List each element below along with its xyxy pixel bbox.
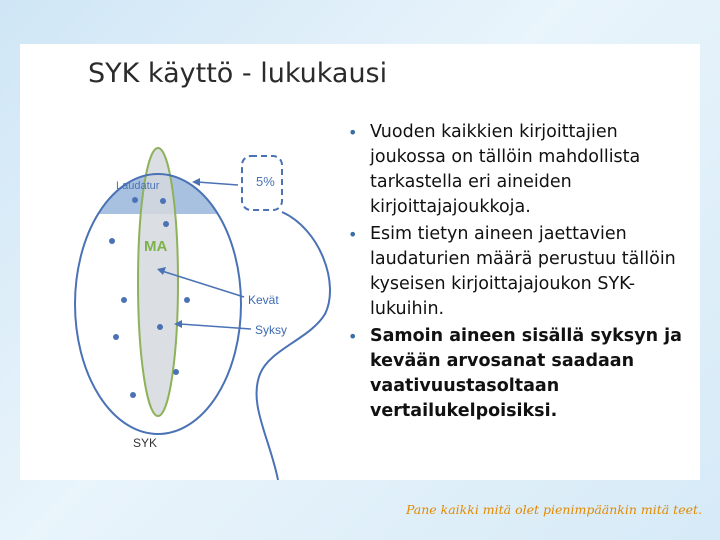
bullet-item: [344, 222, 690, 322]
data-point: [121, 297, 127, 303]
kevat-label: Kevät: [248, 293, 279, 307]
bullet-icon: •: [348, 123, 358, 142]
slide-title: SYK käyttö - lukukausi: [88, 58, 388, 89]
bullet-list: [344, 120, 690, 426]
syk-label: SYK: [133, 436, 158, 450]
bullet-icon: •: [348, 327, 358, 346]
data-point: [157, 324, 163, 330]
data-point: [109, 238, 115, 244]
data-point: [113, 334, 119, 340]
bullet-text: Samoin aineen sisällä syksyn ja kevään arvosanat saadaan vaativuustasoltaan vertailukelpoisiksi.: [370, 326, 682, 421]
data-point: [163, 221, 169, 227]
syk-diagram: [20, 44, 350, 480]
data-point: [160, 198, 166, 204]
arrow-head-icon: [192, 178, 200, 186]
bullet-text: Vuoden kaikkien kirjoittajien joukossa on tällöin mahdollista tarkastella eri aineiden kirjoittajajoukkoja.: [370, 122, 641, 217]
laudatur-label: Laudatur: [116, 180, 160, 192]
bullet-text: Esim tietyn aineen jaettavien laudaturien määrä perustuu tällöin kyseisen kirjoittajajoukon SYK-lukuihin.: [370, 224, 676, 319]
five-percent-label: 5%: [256, 174, 275, 189]
syksy-label: Syksy: [255, 323, 288, 337]
bullet-item: [344, 324, 690, 424]
slide: [20, 44, 700, 480]
bullet-icon: •: [348, 225, 358, 244]
bullet-item: [344, 120, 690, 220]
data-point: [130, 392, 136, 398]
data-point: [184, 297, 190, 303]
data-point: [173, 369, 179, 375]
footer-quote: Pane kaikki mitä olet pienimpäänkin mitä teet.: [405, 502, 702, 517]
distribution-curve: [256, 212, 330, 480]
arrow-to-laudatur: [197, 182, 238, 185]
ma-label: MA: [144, 238, 168, 255]
data-point: [132, 197, 138, 203]
